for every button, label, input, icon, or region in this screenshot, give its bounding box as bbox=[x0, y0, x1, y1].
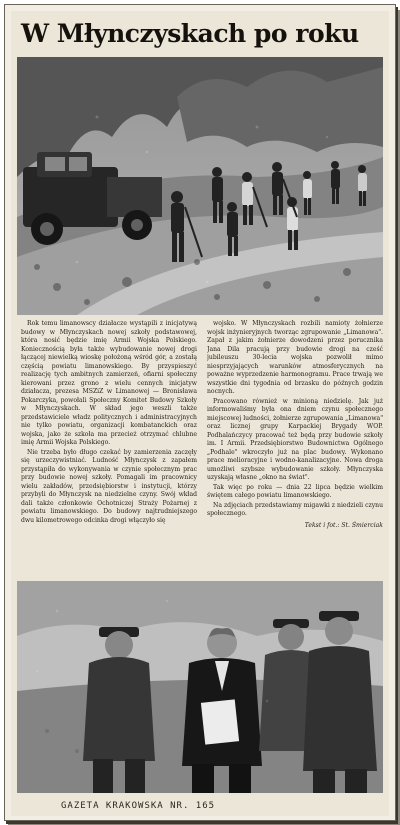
bottom-photo bbox=[17, 581, 383, 793]
paragraph: Pracowano również w minioną niedzielę. Jak już informowaliśmy była ona dniem czynu społecznego miejscowej ludności, żołnierze zgrupowania „Limanowa" oraz licznej grupy Karpackiej Brygady WOP. Podhalańczycy pracować też będą przy budowie szkoły im. I Armii. Przedsiębiorstwo Budownictwa Ogólnego „Podhale" wkroczyło już na plac budowy. Wykonano prace melioracyjne i wodno-kanalizacyjne. Nowa droga umożliwi szybsze wybudowanie szkoły. Młynczyska uzyskają własne „okno na świat". bbox=[207, 397, 383, 481]
officials-photo bbox=[17, 581, 383, 793]
top-photo bbox=[17, 57, 383, 315]
newspaper-clipping bbox=[11, 11, 389, 816]
paragraph: wojsko. W Młynczyskach rozbili namioty żołnierze wojsk inżynieryjnych tworząc zgrupowanie „Limanowa". Zapał z jakim żołnierze dowodzeni przez porucznika Jana Dila pracują przy budowie drogi na cześć jubileuszu 30-lecia wojska pozwolił mimo niesprzyjających warunków atmosferycznych na poważne wyprzedzenie harmonogramu. Prace trwają we wszystkie dni tygodnia od brzasku do późnych godzin nocnych. bbox=[207, 320, 383, 395]
article-column-right bbox=[207, 320, 383, 576]
handwritten-caption: GAZETA KRAKOWSKA NR. 165 bbox=[61, 801, 216, 811]
photo-credit: Tekst i fot.: St. Śmierciak bbox=[304, 521, 383, 529]
article-column-left bbox=[21, 320, 197, 576]
headline: W Młynczyskach po roku bbox=[21, 19, 359, 48]
paragraph: Tak więc po roku — dnia 22 lipca będzie wielkim świętem całego powiatu limanowskiego. bbox=[207, 483, 383, 499]
clipping-frame bbox=[4, 4, 396, 821]
paragraph: Nie trzeba było długo czekać by zamierzenia zaczęły się urzeczywistniać. Ludność Młynczysk z zapałem przystąpiła do wykonywania w czynie społecznym prac przy budowie nowej szkoły. Pomagali im pracownicy wielu zakładów, przedsiębiorstw i instytucji, którzy przybyli do Młynczysk na niedzielne czyny. Swój wkład dali także członkowie Ochotniczej Straży Pożarnej z powiatu limanowskiego. Do budowy najtrudniejszego dwu kilometrowego odcinka drogi włączyło się bbox=[21, 448, 197, 524]
road-construction-photo bbox=[17, 57, 383, 315]
paragraph: Rok temu limanowscy działacze wystąpili z inicjatywą budowy w Młynczyskach nowej szkoły podstawowej, która nosić będzie imię Armii Wojska Polskiego. Koniecznością była także wybudowanie nowej drogi łączącej niewielką wioskę położoną wśród gór, a zostałą częścią powiatu limanowskiego. By przyspieszyć realizację tych ambitnych zamierzeń, ofiarni społeczny kierowani przez grono z wielu cennych inicjatyw działacza, prezesa MSZiZ w Limanowej — Bronisława Pokarczyka, powołali Społeczny Komitet Budowy Szkoły w Młynczyskach. W skład jego weszli także przedstawiciele władz politycznych i administracyjnych nie tylko powiatu, organizacji kombatanckich oraz wojska, jako że szkoła ma przecież otrzymać chlubne imię Armii Wojska Polskiego. bbox=[21, 320, 197, 446]
paragraph: Na zdjęciach przedstawiamy migawki z niedzieli czynu społecznego. bbox=[207, 501, 383, 517]
article-body bbox=[21, 320, 383, 576]
